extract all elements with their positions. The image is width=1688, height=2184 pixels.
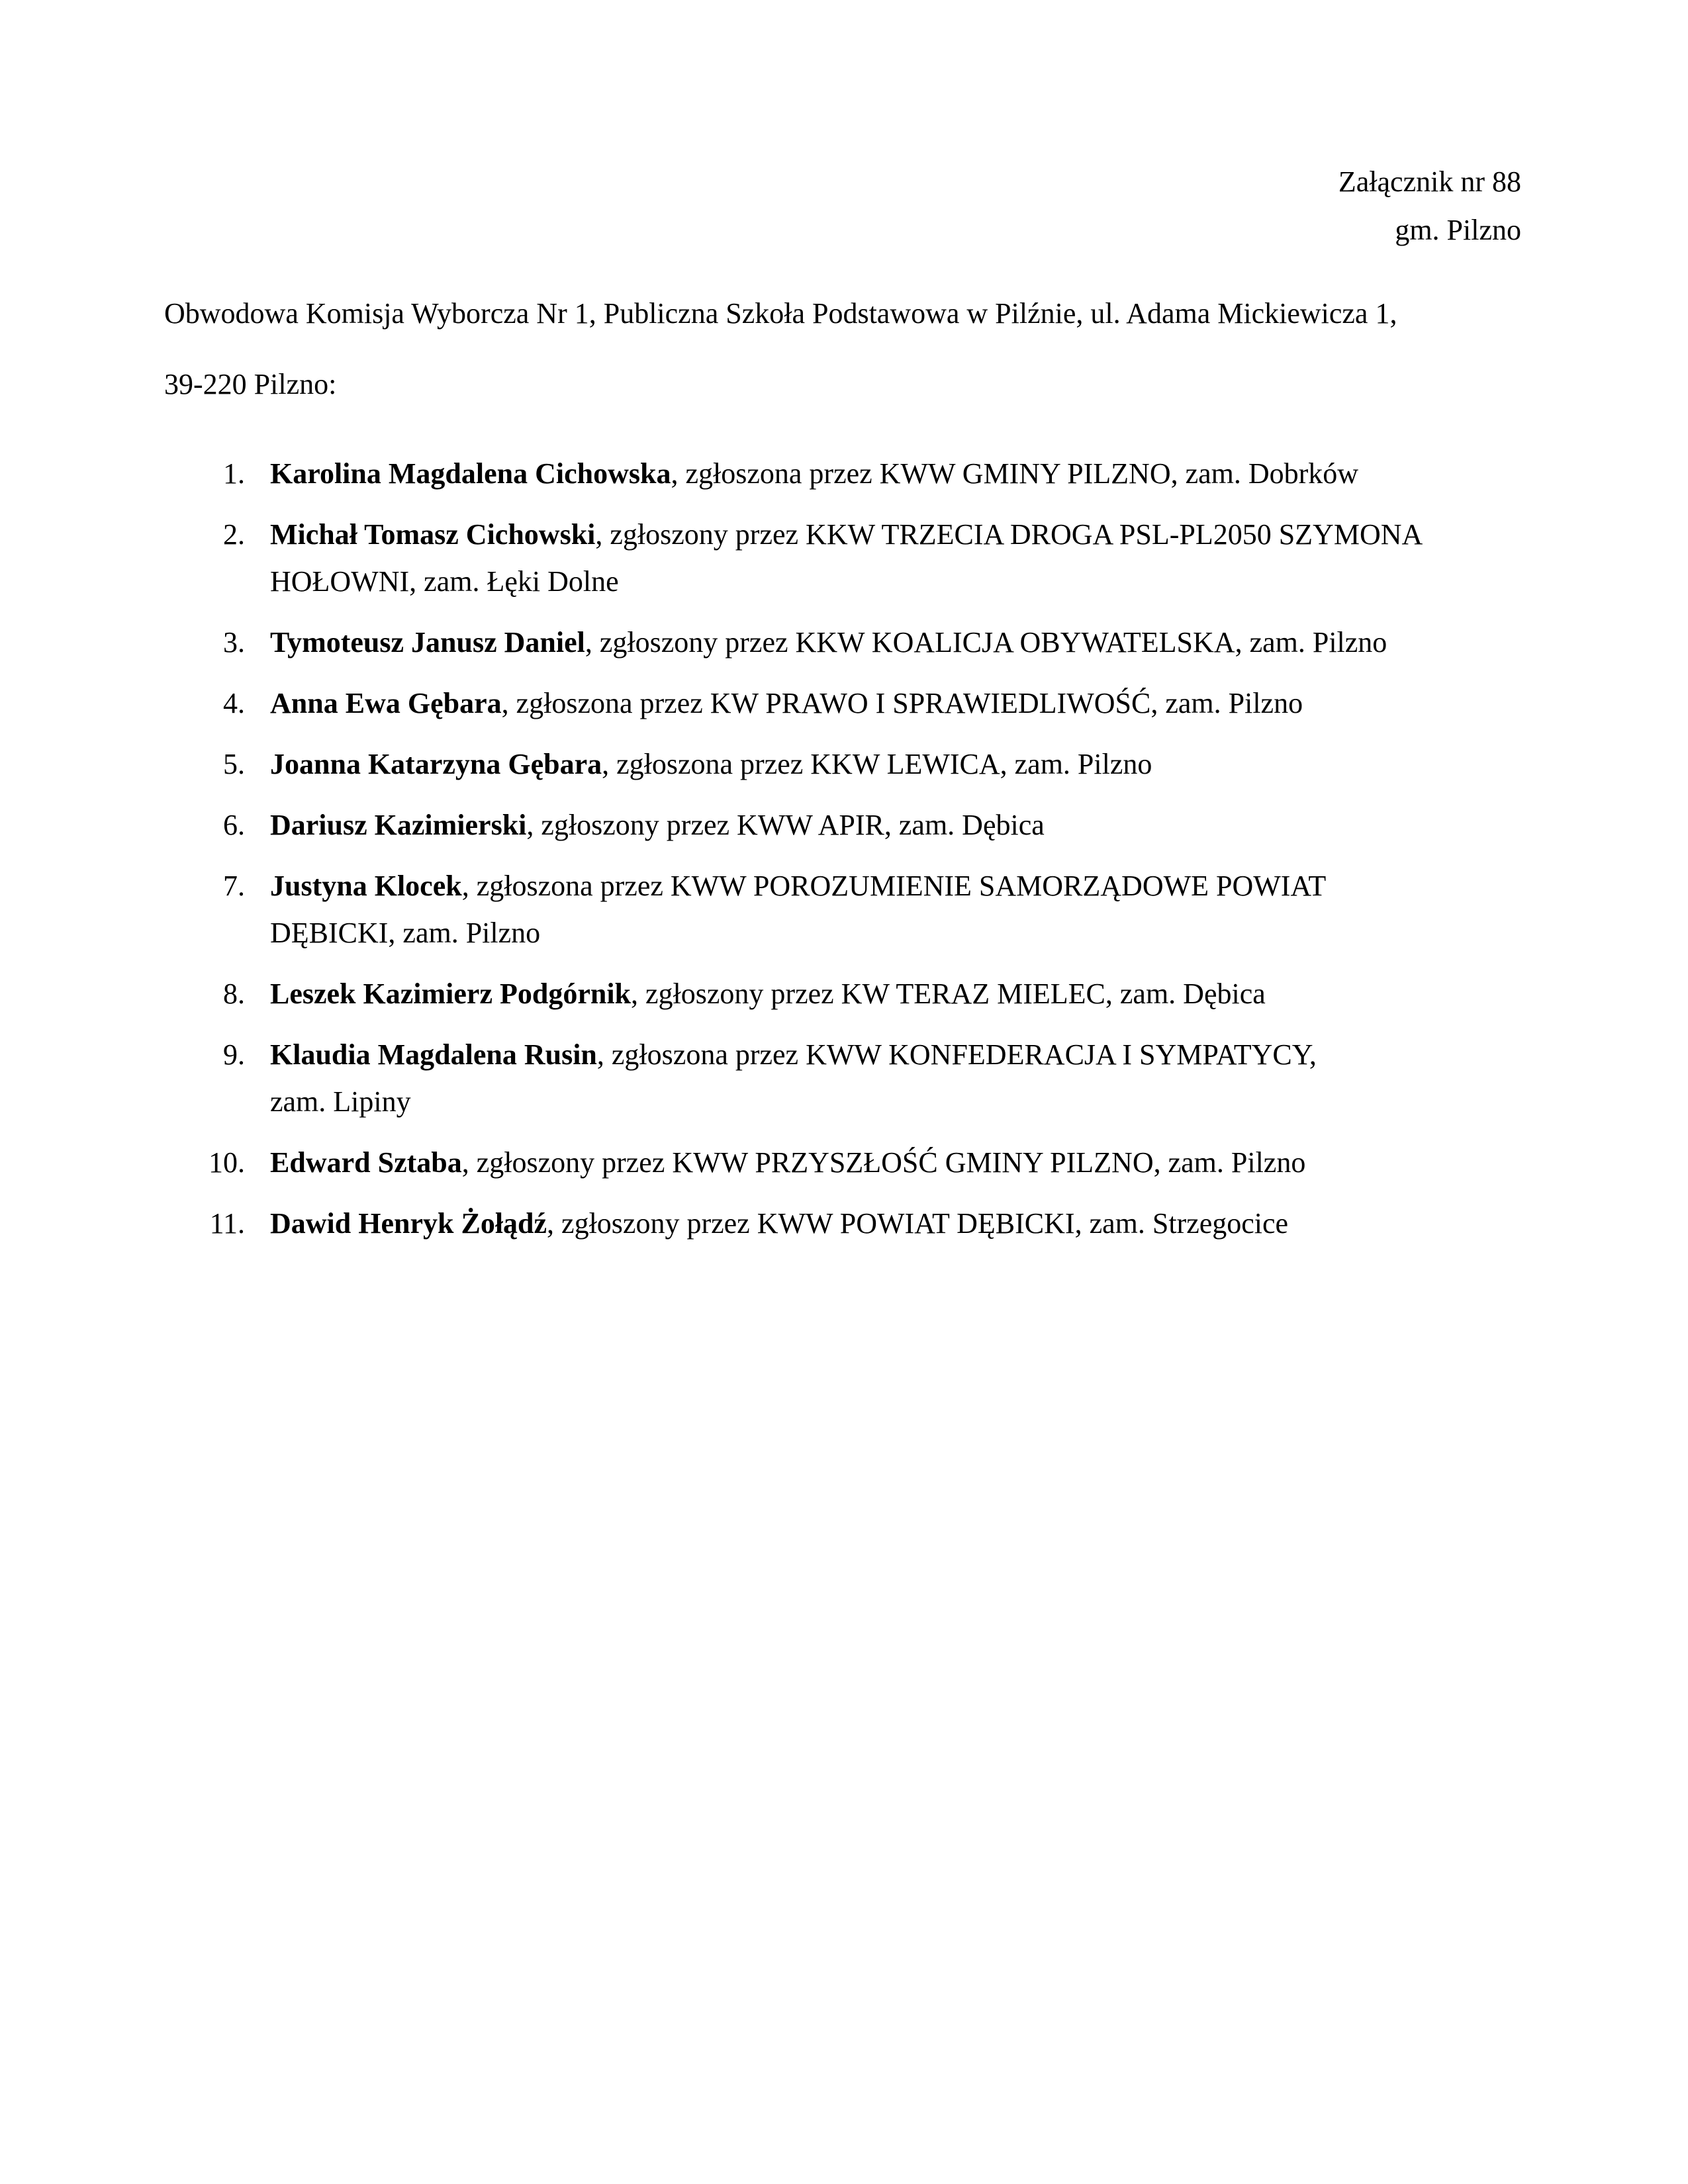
member-details: , zgłoszona przez KWW POROZUMIENIE SAMORZĄDOWE POWIAT bbox=[461, 870, 1327, 902]
member-details: , zgłoszony przez KKW TRZECIA DROGA PSL-PL2050 SZYMONA bbox=[595, 518, 1423, 551]
item-number: 6. bbox=[223, 809, 245, 841]
member-name: Anna Ewa Gębara bbox=[270, 687, 502, 719]
member-details: , zgłoszony przez KKW KOALICJA OBYWATELSKA, zam. Pilzno bbox=[585, 626, 1387, 659]
member-name: Tymoteusz Janusz Daniel bbox=[270, 626, 585, 659]
member-name: Klaudia Magdalena Rusin bbox=[270, 1038, 597, 1071]
member-name: Karolina Magdalena Cichowska bbox=[270, 457, 671, 490]
list-item bbox=[165, 1031, 1529, 1125]
member-name: Michał Tomasz Cichowski bbox=[270, 518, 596, 551]
member-name: Dawid Henryk Żołądź bbox=[270, 1207, 547, 1240]
list-item bbox=[165, 450, 1529, 497]
item-number: 3. bbox=[223, 626, 245, 659]
list-item bbox=[165, 1139, 1529, 1186]
item-number: 8. bbox=[223, 978, 245, 1010]
member-details: , zgłoszona przez KWW KONFEDERACJA I SYMPATYCY, bbox=[596, 1038, 1317, 1071]
member-name: Dariusz Kazimierski bbox=[270, 809, 527, 841]
list-item bbox=[165, 680, 1529, 727]
item-number: 2. bbox=[223, 518, 245, 551]
member-details: , zgłoszony przez KWW APIR, zam. Dębica bbox=[526, 809, 1045, 841]
member-list bbox=[165, 450, 1529, 1261]
member-details: , zgłoszony przez KW TERAZ MIELEC, zam. Dębica bbox=[631, 978, 1266, 1010]
member-name: Edward Sztaba bbox=[270, 1146, 462, 1179]
commission-address bbox=[164, 278, 1521, 420]
item-number: 9. bbox=[223, 1038, 245, 1071]
member-details-continued: DĘBICKI, zam. Pilzno bbox=[270, 917, 541, 949]
member-details: , zgłoszony przez KWW POWIAT DĘBICKI, zam. Strzegocice bbox=[547, 1207, 1289, 1240]
member-details: , zgłoszona przez KW PRAWO I SPRAWIEDLIWOŚĆ, zam. Pilzno bbox=[501, 687, 1303, 719]
item-number: 1. bbox=[223, 457, 245, 490]
item-number: 5. bbox=[223, 748, 245, 780]
municipality: gm. Pilzno bbox=[1395, 214, 1521, 246]
list-item bbox=[165, 619, 1529, 666]
member-name: Leszek Kazimierz Podgórnik bbox=[270, 978, 632, 1010]
member-details: , zgłoszona przez KKW LEWICA, zam. Pilzno bbox=[602, 748, 1152, 780]
list-item bbox=[165, 801, 1529, 848]
item-number: 10. bbox=[209, 1146, 245, 1179]
list-item bbox=[165, 741, 1529, 788]
list-item bbox=[165, 862, 1529, 956]
member-details-continued: zam. Lipiny bbox=[270, 1085, 411, 1118]
item-number: 11. bbox=[209, 1207, 245, 1240]
list-item bbox=[165, 1200, 1529, 1247]
member-name: Justyna Klocek bbox=[270, 870, 462, 902]
annex-header bbox=[1338, 158, 1521, 254]
commission-address-line-1: Obwodowa Komisja Wyborcza Nr 1, Publiczna Szkoła Podstawowa w Pilźnie, ul. Adama Mickiewicza 1, bbox=[164, 297, 1397, 330]
member-details: , zgłoszony przez KWW PRZYSZŁOŚĆ GMINY PILZNO, zam. Pilzno bbox=[461, 1146, 1306, 1179]
annex-number: Załącznik nr 88 bbox=[1338, 165, 1521, 198]
list-item bbox=[165, 511, 1529, 605]
item-number: 7. bbox=[223, 870, 245, 902]
member-details: , zgłoszona przez KWW GMINY PILZNO, zam. Dobrków bbox=[671, 457, 1359, 490]
list-item bbox=[165, 970, 1529, 1017]
commission-address-line-2: 39-220 Pilzno: bbox=[164, 368, 337, 400]
member-details-continued: HOŁOWNI, zam. Łęki Dolne bbox=[270, 565, 619, 598]
item-number: 4. bbox=[223, 687, 245, 719]
member-name: Joanna Katarzyna Gębara bbox=[270, 748, 602, 780]
